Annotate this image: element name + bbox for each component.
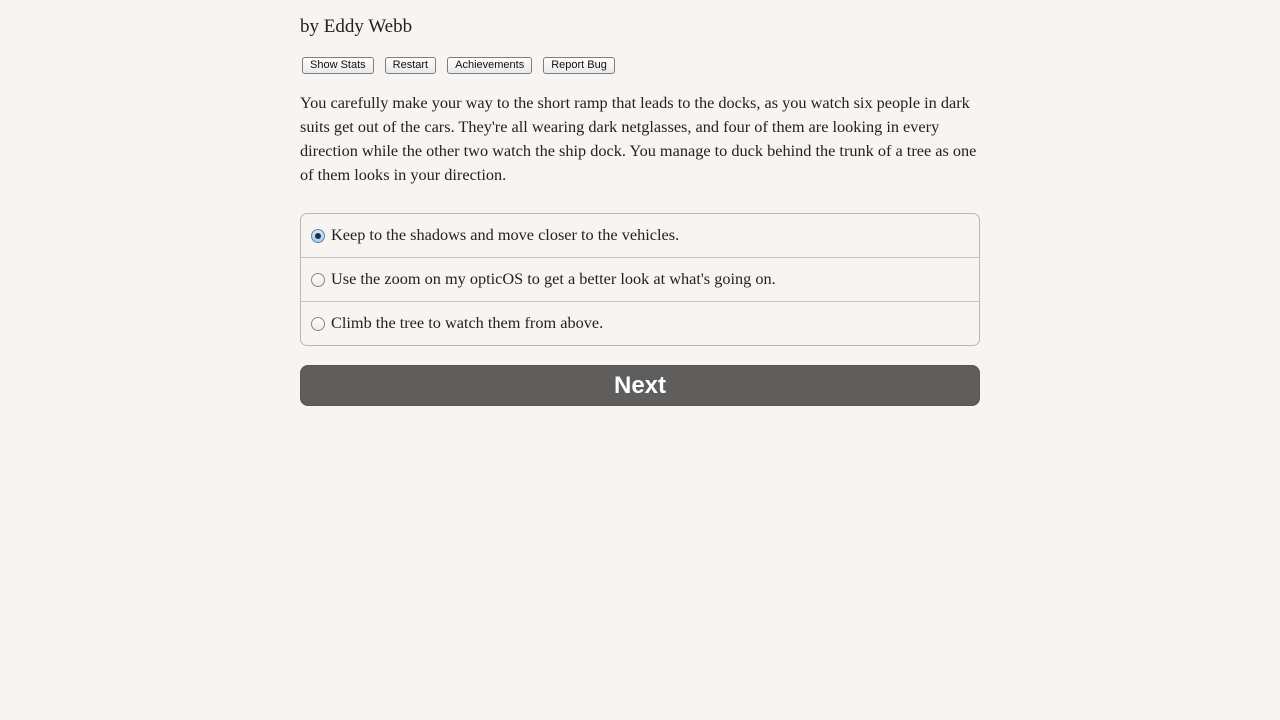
- choice-label: Use the zoom on my opticOS to get a better look at what's going on.: [331, 269, 776, 288]
- story-passage: You carefully make your way to the short ramp that leads to the docks, as you watch six people in dark suits get out of the cars. They're all wearing dark netglasses, and four of them are looking in every direction while the other two watch the ship dock. You manage to duck behind the trunk of a tree as one of them looks in your direction.: [300, 93, 977, 184]
- restart-button[interactable]: Restart: [385, 57, 436, 74]
- choice-list: [300, 213, 980, 346]
- choice-label: Keep to the shadows and move closer to the vehicles.: [331, 225, 680, 244]
- radio-button[interactable]: [311, 273, 325, 287]
- choice-label: Climb the tree to watch them from above.: [331, 313, 604, 332]
- radio-button[interactable]: [311, 317, 325, 331]
- choice-option-zoom[interactable]: [301, 258, 979, 302]
- report-bug-button[interactable]: Report Bug: [543, 57, 615, 74]
- choice-option-climb[interactable]: [301, 302, 979, 346]
- show-stats-button[interactable]: Show Stats: [302, 57, 374, 74]
- achievements-button[interactable]: Achievements: [447, 57, 532, 74]
- choice-option-shadows[interactable]: [301, 214, 979, 258]
- radio-button-selected[interactable]: [311, 229, 325, 243]
- author-byline: by Eddy Webb: [300, 16, 413, 37]
- toolbar: [302, 57, 615, 74]
- next-button[interactable]: Next: [300, 365, 980, 406]
